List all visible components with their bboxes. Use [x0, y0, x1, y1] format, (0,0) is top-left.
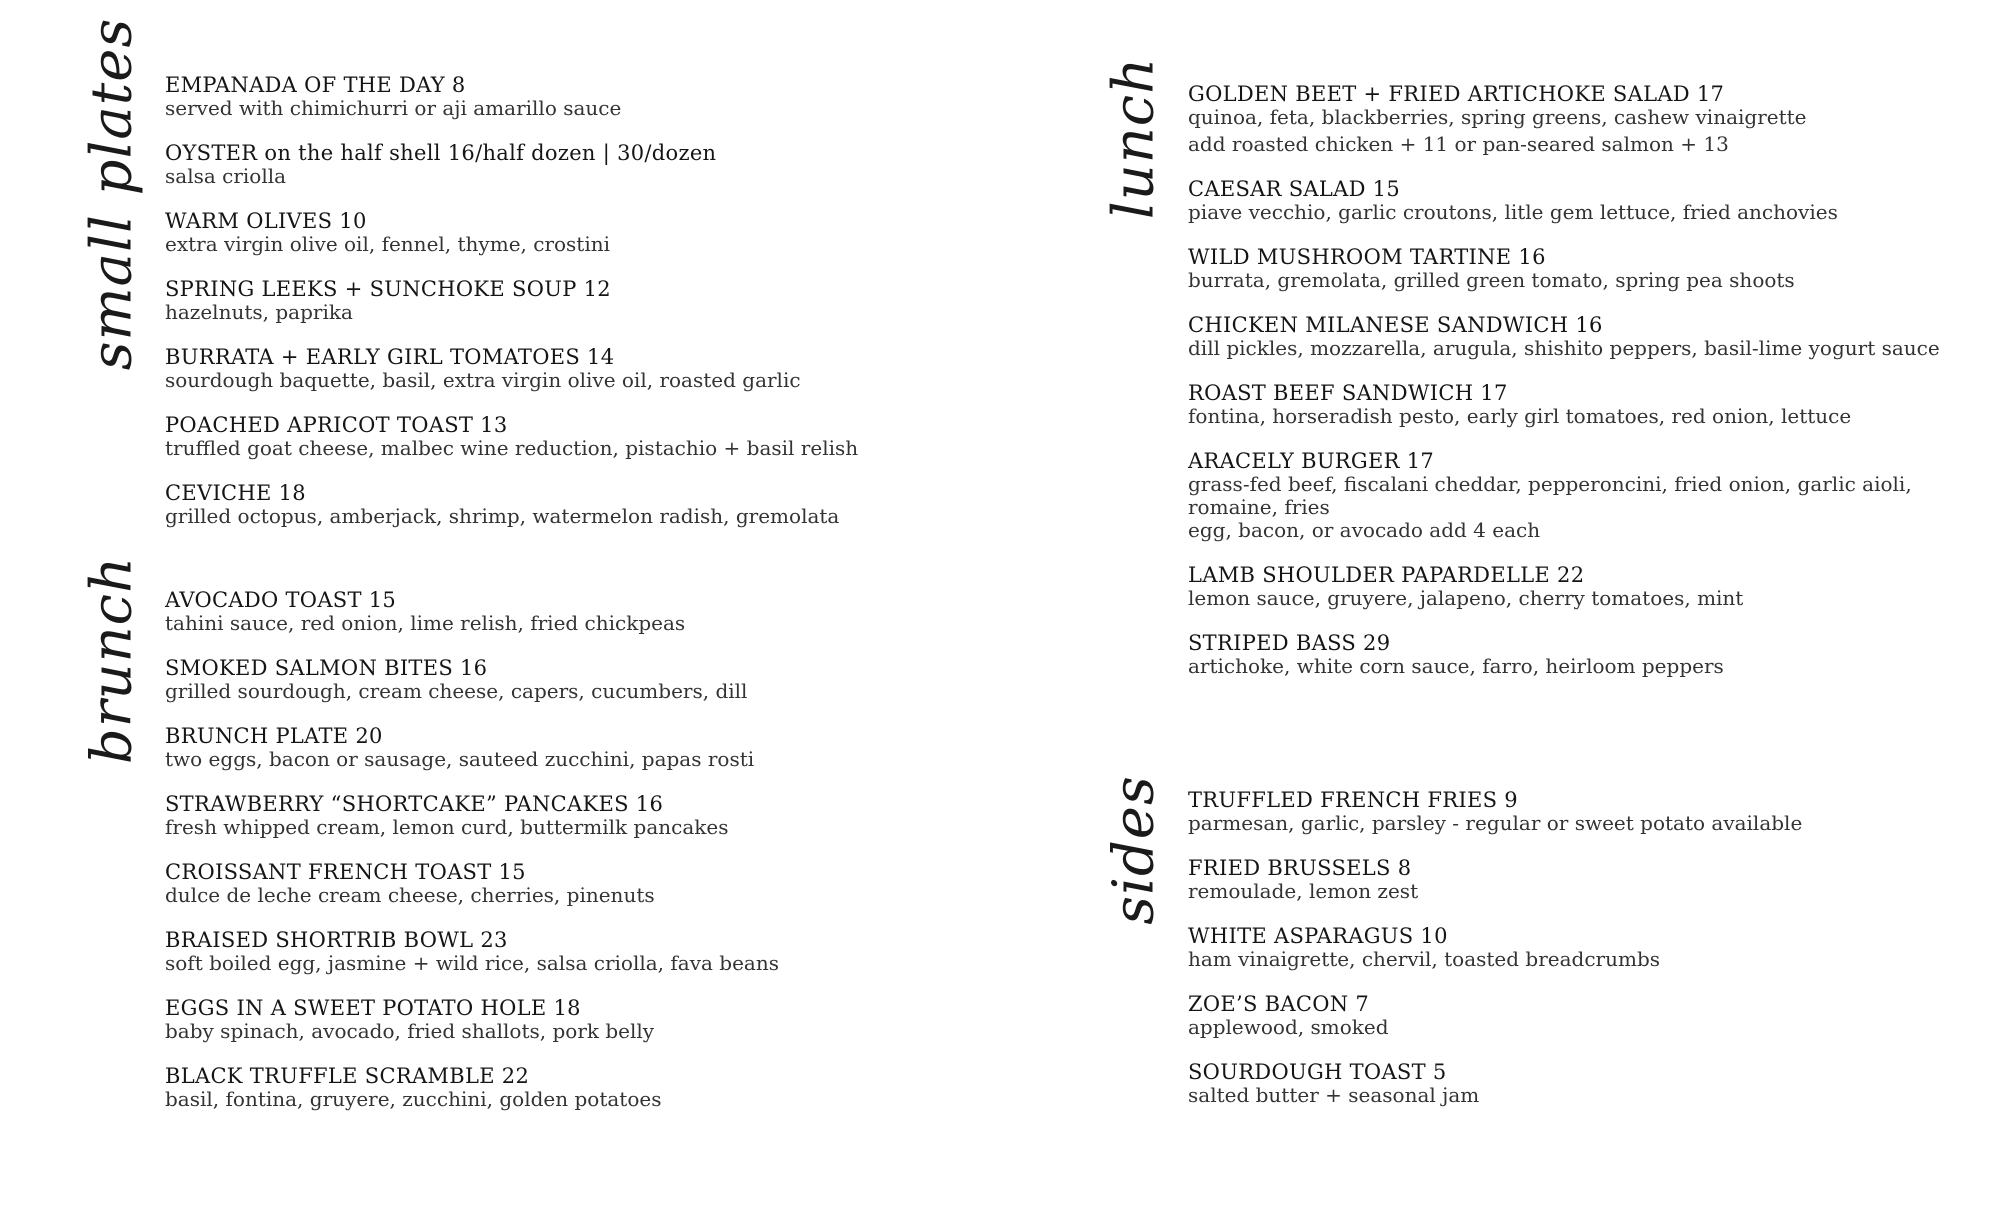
menu-item — [165, 73, 858, 120]
item-title: TRUFFLED FRENCH FRIES 9 — [1188, 788, 1518, 812]
menu-item — [165, 209, 858, 256]
item-title: OYSTER on the half shell 16/half dozen | 30/dozen — [165, 141, 717, 165]
item-description: fresh whipped cream, lemon curd, buttermilk pancakes — [165, 815, 729, 839]
item-description: sourdough baquette, basil, extra virgin olive oil, roasted garlic — [165, 368, 801, 392]
menu-item — [165, 860, 779, 907]
menu-item — [1188, 449, 1948, 542]
item-title: BURRATA + EARLY GIRL TOMATOES 14 — [165, 345, 615, 369]
item-title: STRIPED BASS 29 — [1188, 631, 1391, 655]
section-small-plates — [165, 73, 858, 549]
item-title: CHICKEN MILANESE SANDWICH 16 — [1188, 313, 1603, 337]
item-description: grilled octopus, amberjack, shrimp, watermelon radish, gremolata — [165, 504, 840, 528]
item-description: tahini sauce, red onion, lime relish, fried chickpeas — [165, 611, 686, 635]
menu-item — [165, 928, 779, 975]
item-description: grilled sourdough, cream cheese, capers, cucumbers, dill — [165, 679, 748, 703]
item-description: parmesan, garlic, parsley - regular or sweet potato available — [1188, 811, 1803, 835]
menu-item — [165, 588, 779, 635]
item-title: SPRING LEEKS + SUNCHOKE SOUP 12 — [165, 277, 611, 301]
item-description: burrata, gremolata, grilled green tomato, spring pea shoots — [1188, 268, 1795, 292]
item-description: dulce de leche cream cheese, cherries, pinenuts — [165, 883, 655, 907]
item-description: piave vecchio, garlic croutons, litle gem lettuce, fried anchovies — [1188, 200, 1838, 224]
item-addon: egg, bacon, or avocado add 4 each — [1188, 518, 1541, 542]
menu-item — [165, 792, 779, 839]
item-description: salsa criolla — [165, 164, 287, 188]
item-title: ARACELY BURGER 17 — [1188, 449, 1435, 473]
item-description: fontina, horseradish pesto, early girl tomatoes, red onion, lettuce — [1188, 404, 1852, 428]
menu-item — [165, 1064, 779, 1111]
item-title: ROAST BEEF SANDWICH 17 — [1188, 381, 1508, 405]
item-description: soft boiled egg, jasmine + wild rice, salsa criolla, fava beans — [165, 951, 779, 975]
item-addon: add roasted chicken + 11 or pan-seared salmon + 13 — [1188, 132, 1729, 156]
item-title: POACHED APRICOT TOAST 13 — [165, 413, 508, 437]
item-description: remoulade, lemon zest — [1188, 879, 1419, 903]
section-sides — [1188, 788, 1802, 1128]
menu-item — [1188, 992, 1802, 1039]
menu-item — [1188, 563, 1948, 610]
menu-item — [1188, 245, 1948, 292]
section-label-sides: sides — [1101, 775, 1167, 925]
item-description: grass-fed beef, fiscalani cheddar, pepperoncini, fried onion, garlic aioli, romaine, fries — [1188, 472, 1912, 519]
item-description: ham vinaigrette, chervil, toasted breadcrumbs — [1188, 947, 1661, 971]
item-title: WILD MUSHROOM TARTINE 16 — [1188, 245, 1546, 269]
item-title: ZOE’S BACON 7 — [1188, 992, 1370, 1016]
menu-item — [165, 141, 858, 188]
item-description: artichoke, white corn sauce, farro, heirloom peppers — [1188, 654, 1724, 678]
item-description: basil, fontina, gruyere, zucchini, golden potatoes — [165, 1087, 662, 1111]
menu-item — [165, 413, 858, 460]
item-title: CROISSANT FRENCH TOAST 15 — [165, 860, 526, 884]
menu-item — [1188, 313, 1948, 360]
item-title: LAMB SHOULDER PAPARDELLE 22 — [1188, 563, 1585, 587]
item-title: CEVICHE 18 — [165, 481, 306, 505]
menu-item — [165, 277, 858, 324]
item-description: baby spinach, avocado, fried shallots, pork belly — [165, 1019, 655, 1043]
item-title: BRAISED SHORTRIB BOWL 23 — [165, 928, 508, 952]
item-title: WARM OLIVES 10 — [165, 209, 367, 233]
section-label-brunch: brunch — [79, 555, 145, 765]
menu-item — [1188, 1060, 1802, 1107]
item-title: WHITE ASPARAGUS 10 — [1188, 924, 1448, 948]
item-title: SOURDOUGH TOAST 5 — [1188, 1060, 1447, 1084]
item-title: EMPANADA OF THE DAY 8 — [165, 73, 466, 97]
menu-item — [1188, 631, 1948, 678]
item-title: GOLDEN BEET + FRIED ARTICHOKE SALAD 17 — [1188, 82, 1725, 106]
item-title: STRAWBERRY “SHORTCAKE” PANCAKES 16 — [165, 792, 664, 816]
menu-item — [1188, 924, 1802, 971]
item-description: truffled goat cheese, malbec wine reduction, pistachio + basil relish — [165, 436, 859, 460]
menu-item — [1188, 381, 1948, 428]
section-brunch — [165, 588, 779, 1132]
item-description: lemon sauce, gruyere, jalapeno, cherry tomatoes, mint — [1188, 586, 1744, 610]
menu-item — [165, 724, 779, 771]
menu-item — [1188, 82, 1948, 156]
item-description: applewood, smoked — [1188, 1015, 1389, 1039]
item-description: hazelnuts, paprika — [165, 300, 353, 324]
item-description: salted butter + seasonal jam — [1188, 1083, 1480, 1107]
section-lunch — [1188, 82, 1948, 699]
item-title: BLACK TRUFFLE SCRAMBLE 22 — [165, 1064, 530, 1088]
menu-item — [165, 996, 779, 1043]
menu-item — [1188, 177, 1948, 224]
item-title: BRUNCH PLATE 20 — [165, 724, 383, 748]
item-description: extra virgin olive oil, fennel, thyme, crostini — [165, 232, 611, 256]
item-description: quinoa, feta, blackberries, spring greens, cashew vinaigrette — [1188, 105, 1807, 129]
section-label-lunch: lunch — [1101, 56, 1167, 220]
item-description: two eggs, bacon or sausage, sauteed zucchini, papas rosti — [165, 747, 755, 771]
section-label-small-plates: small plates — [79, 17, 145, 371]
item-title: AVOCADO TOAST 15 — [165, 588, 397, 612]
menu-item — [1188, 788, 1802, 835]
item-description: served with chimichurri or aji amarillo sauce — [165, 96, 622, 120]
item-title: CAESAR SALAD 15 — [1188, 177, 1400, 201]
menu-item — [165, 481, 858, 528]
menu-item — [1188, 856, 1802, 903]
item-title: SMOKED SALMON BITES 16 — [165, 656, 488, 680]
menu-item — [165, 345, 858, 392]
item-title: FRIED BRUSSELS 8 — [1188, 856, 1412, 880]
menu-item — [165, 656, 779, 703]
item-description: dill pickles, mozzarella, arugula, shishito peppers, basil-lime yogurt sauce — [1188, 336, 1940, 360]
item-title: EGGS IN A SWEET POTATO HOLE 18 — [165, 996, 581, 1020]
